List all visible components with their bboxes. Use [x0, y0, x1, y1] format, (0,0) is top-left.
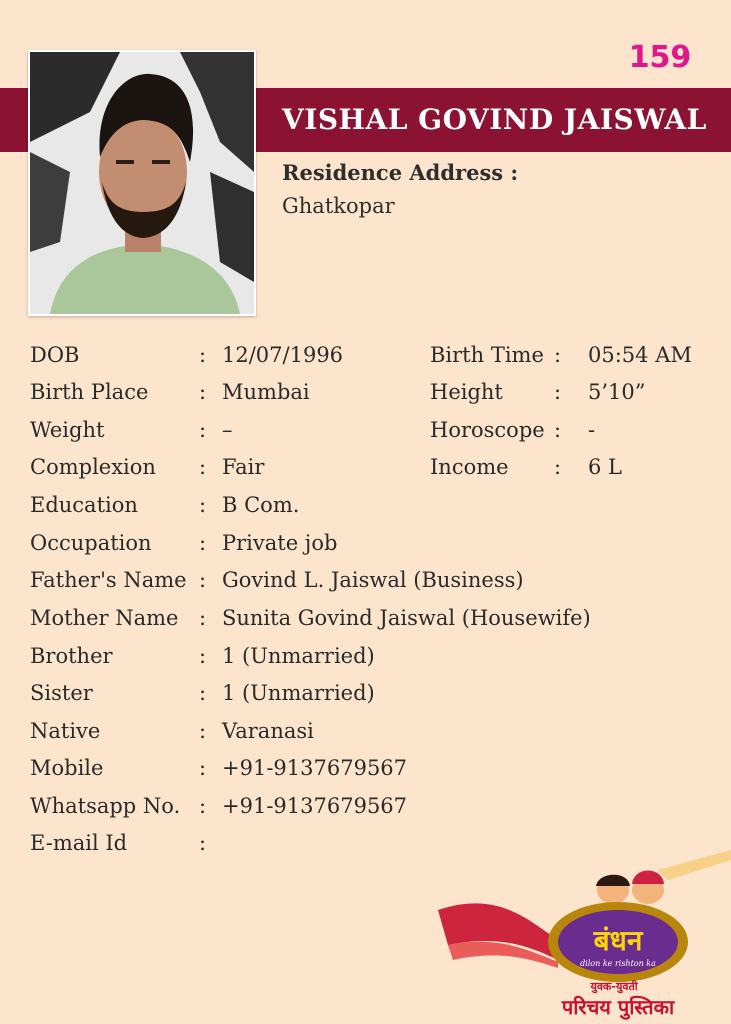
- detail-value: +91-9137679567: [222, 756, 408, 780]
- detail-colon: :: [199, 756, 207, 780]
- candidate-name: VISHAL GOVIND JAISWAL: [282, 103, 707, 136]
- detail-label: Father's Name: [30, 568, 187, 592]
- detail-value-right: 6 L: [588, 455, 622, 479]
- detail-label: Education: [30, 493, 138, 517]
- page-number: 159: [628, 40, 692, 75]
- detail-label: Native: [30, 719, 101, 743]
- detail-colon: :: [199, 531, 207, 555]
- detail-colon: :: [199, 681, 207, 705]
- detail-colon-right: :: [554, 455, 562, 479]
- detail-colon: :: [199, 831, 207, 855]
- detail-colon-right: :: [554, 343, 562, 367]
- logo-title: बंधन: [593, 924, 643, 957]
- detail-value: Sunita Govind Jaiswal (Housewife): [222, 606, 591, 630]
- detail-value: 12/07/1996: [222, 343, 344, 367]
- detail-value-right: 5’10”: [588, 380, 646, 404]
- detail-label-right: Birth Time: [430, 343, 544, 367]
- detail-label-right: Income: [430, 455, 509, 479]
- detail-colon: :: [199, 644, 207, 668]
- detail-label: Sister: [30, 681, 93, 705]
- detail-colon: :: [199, 794, 207, 818]
- detail-value: Fair: [222, 455, 265, 479]
- detail-colon: :: [199, 606, 207, 630]
- detail-label: Occupation: [30, 531, 152, 555]
- detail-label: Brother: [30, 644, 113, 668]
- logo-line1: युवक-युवती: [590, 980, 638, 993]
- detail-value-right: 05:54 AM: [588, 343, 692, 367]
- profile-photo-image: [30, 52, 254, 314]
- detail-colon: :: [199, 568, 207, 592]
- detail-label-right: Horoscope: [430, 418, 545, 442]
- detail-colon-right: :: [554, 418, 562, 442]
- detail-colon-right: :: [554, 380, 562, 404]
- logo-line2: परिचय पुस्तिका: [561, 995, 675, 1019]
- detail-value: –: [222, 418, 233, 442]
- detail-label: Birth Place: [30, 380, 149, 404]
- detail-label-right: Height: [430, 380, 503, 404]
- bandhan-logo: [438, 850, 731, 1024]
- detail-colon: :: [199, 455, 207, 479]
- detail-value: Mumbai: [222, 380, 310, 404]
- residence-address-value: Ghatkopar: [282, 194, 395, 218]
- detail-value: Varanasi: [222, 719, 314, 743]
- detail-label: Complexion: [30, 455, 156, 479]
- detail-label: Weight: [30, 418, 105, 442]
- detail-colon: :: [199, 493, 207, 517]
- detail-colon: :: [199, 719, 207, 743]
- detail-colon: :: [199, 418, 207, 442]
- detail-colon: :: [199, 343, 207, 367]
- logo-tagline: dilon ke rishton ka: [580, 959, 656, 968]
- detail-value: 1 (Unmarried): [222, 644, 375, 668]
- detail-value: Govind L. Jaiswal (Business): [222, 568, 524, 592]
- detail-label: Whatsapp No.: [30, 794, 181, 818]
- residence-address-label: Residence Address :: [282, 160, 519, 185]
- detail-colon: :: [199, 380, 207, 404]
- detail-label: E-mail Id: [30, 831, 128, 855]
- detail-value-right: -: [588, 418, 596, 442]
- detail-value: 1 (Unmarried): [222, 681, 375, 705]
- detail-label: DOB: [30, 343, 80, 367]
- detail-label: Mobile: [30, 756, 104, 780]
- detail-value: B Com.: [222, 493, 300, 517]
- detail-value: Private job: [222, 531, 338, 555]
- detail-value: +91-9137679567: [222, 794, 408, 818]
- profile-photo: [28, 50, 256, 316]
- detail-label: Mother Name: [30, 606, 179, 630]
